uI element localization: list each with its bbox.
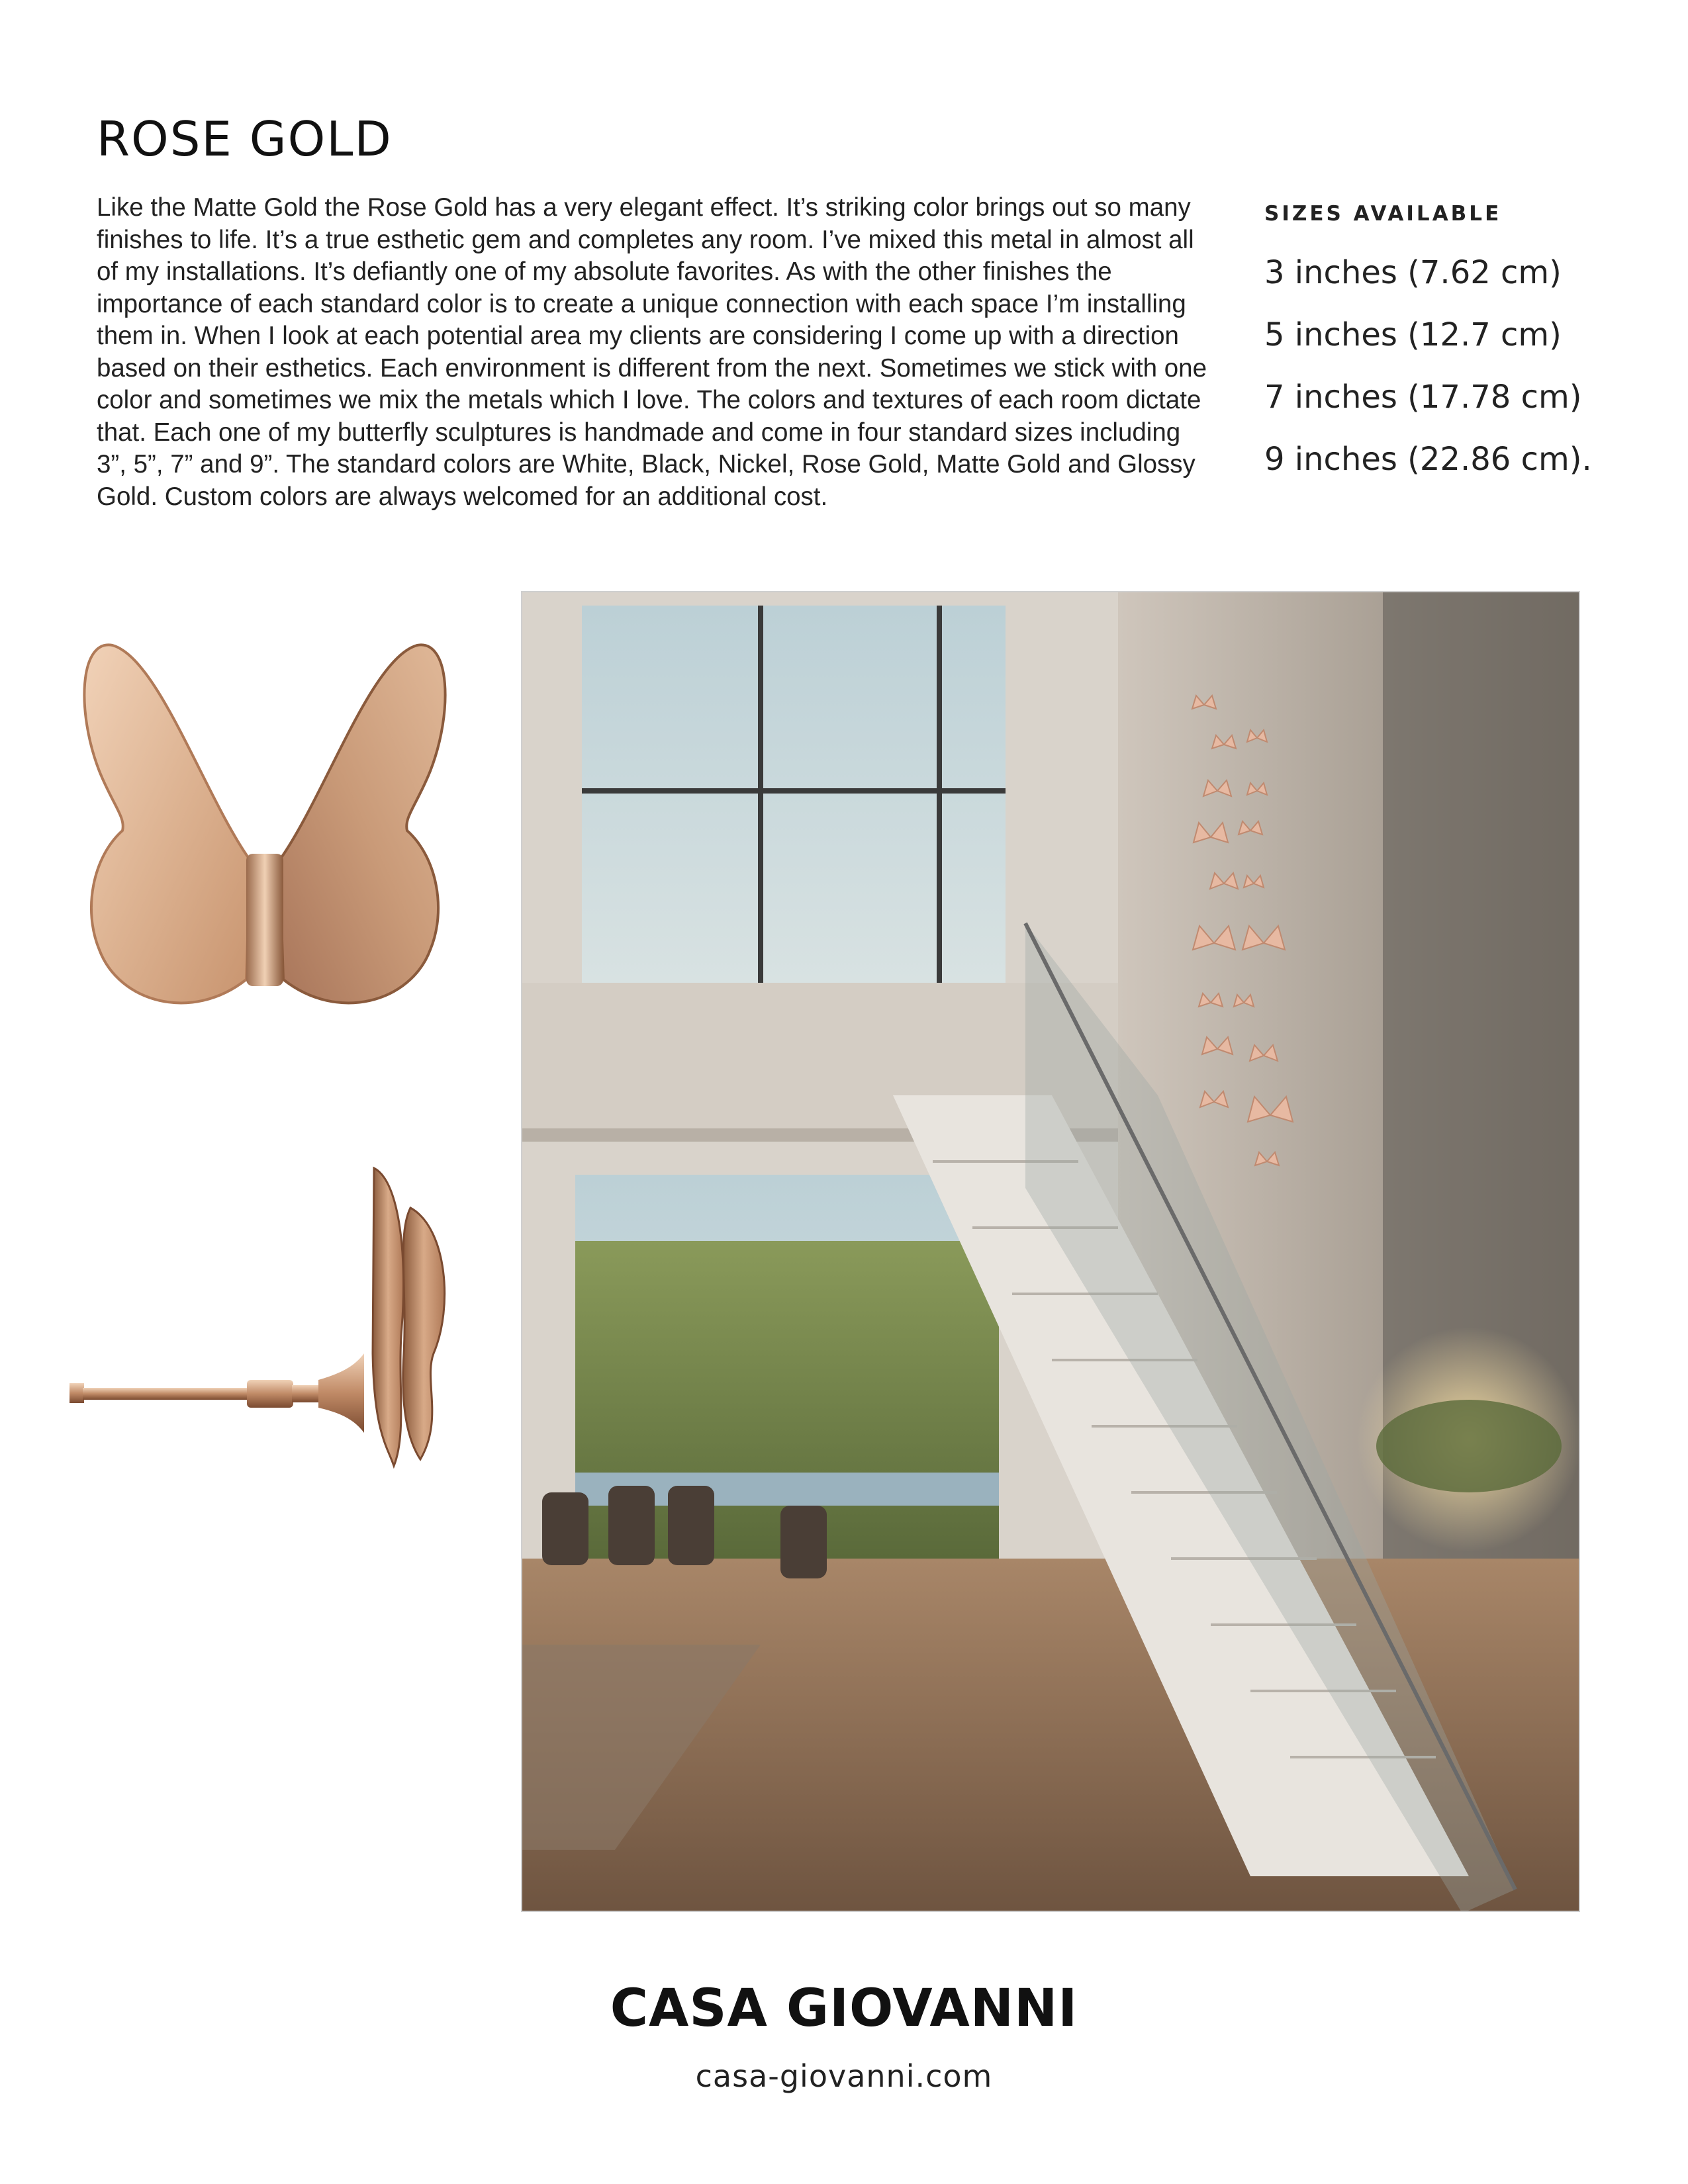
- sizes-available-panel: [1264, 202, 1635, 501]
- size-item-5in: 5 inches (12.7 cm): [1264, 316, 1562, 353]
- brand-logo: CASA GIOVANNI: [610, 1979, 1078, 2038]
- website-url: casa-giovanni.com: [695, 2058, 993, 2094]
- size-item-9in: 9 inches (22.86 cm).: [1264, 441, 1592, 478]
- size-item-7in: 7 inches (17.78 cm): [1264, 379, 1582, 416]
- sizes-available-label: SIZES AVAILABLE: [1264, 202, 1502, 226]
- butterfly-side-view-image: [63, 1155, 453, 1479]
- description-paragraph: Like the Matte Gold the Rose Gold has a very elegant effect. It’s striking color brings out so many finishes to life. It’s a true esthetic gem and completes any room. I’ve mixed this metal in almost all of my installations. It’s defiantly one of my absolute favorites. As with the other finishes the importance of each standard color is to create a unique connection with each space I’m installing them in. When I look at each potential area my clients are considering I come up with a direction based on their esthetics. Each environment is different from the next. Sometimes we stick with one color and sometimes we mix the metals which I love. The colors and textures of each room dictate that. Each one of my butterfly sculptures is handmade and come in four standard sizes including 3”, 5”, 7” and 9”. The standard colors are White, Black, Nickel, Rose Gold, Matte Gold and Glossy Gold. Custom colors are always welcomed for an additional cost.: [97, 193, 1207, 511]
- butterfly-front-view-image: [73, 632, 457, 1039]
- page-title: ROSE GOLD: [97, 111, 393, 167]
- size-item-3in: 3 inches (7.62 cm): [1264, 254, 1562, 291]
- interior-staircase-photo: [521, 591, 1580, 1912]
